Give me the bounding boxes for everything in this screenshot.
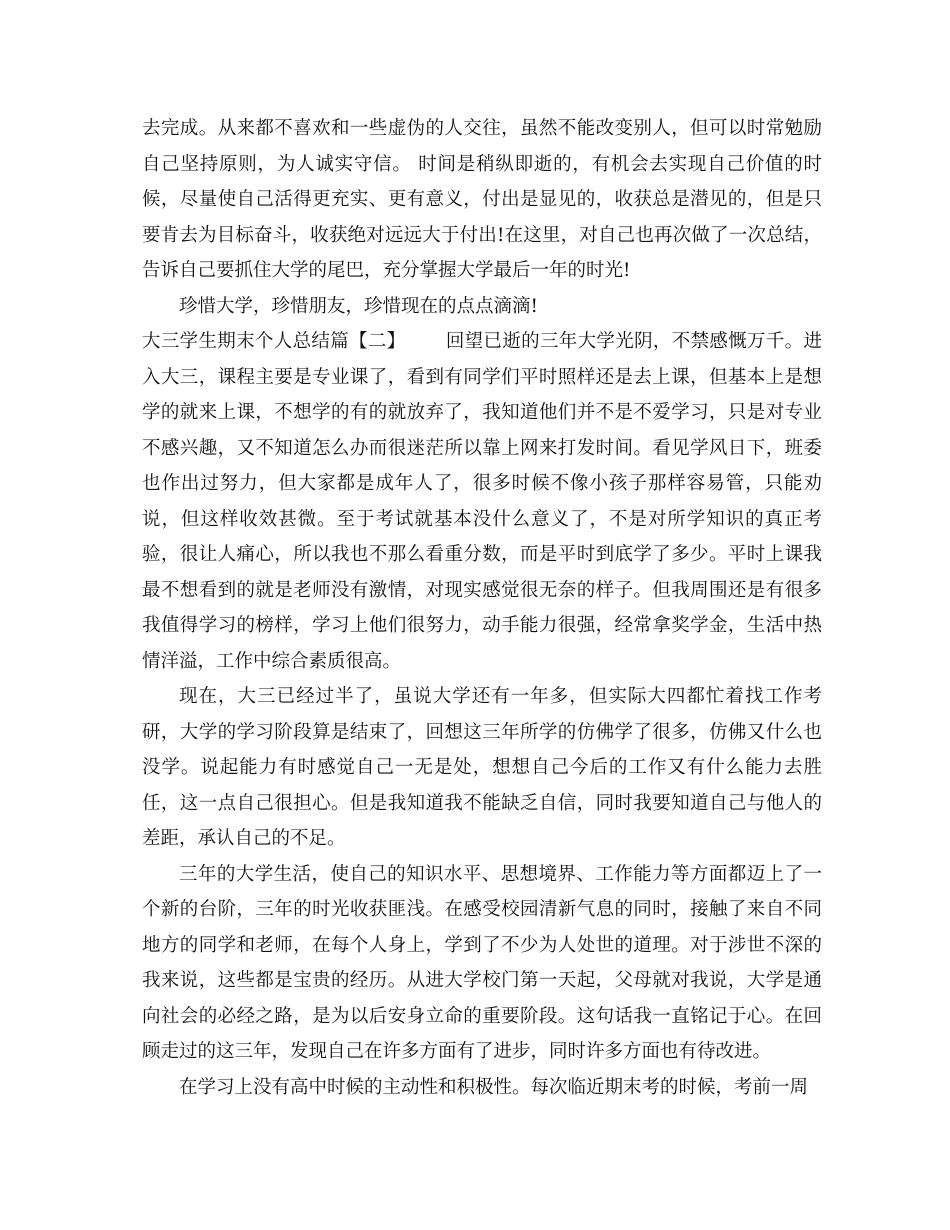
section-heading: 大三学生期末个人总结篇【二】 [142,331,406,352]
paragraph-2: 珍惜大学，珍惜朋友，珍惜现在的点点滴滴! [179,295,538,317]
document-body [142,111,822,1105]
paragraph-4: 现在，大三已经过半了，虽说大学还有一年多，但实际大四都忙着找工作考研，大学的学习阶段算是结束了，回想这三年所学的仿佛学了很多，仿佛又什么也没学。说起能力有时感觉自己一无是处，想想自己今后的工作又有什么能力去胜任，这一点自己很担心。但是我知道我不能缺乏自信，同时我要知道自己与他人的差距，承认自己的不足。 [142,686,822,849]
paragraph-6: 在学习上没有高中时候的主动性和积极性。每次临近期末考的时候，考前一周 [179,1076,809,1098]
paragraph-1: 去完成。从来都不喜欢和一些虚伪的人交往，虽然不能改变别人，但可以时常勉励自己坚持原则，为人诚实守信。 时间是稍纵即逝的，有机会去实现自己价值的时候，尽量使自己活得更充实、更有意义，付出是显见的，收获总是潜见的，但是只要肯去为目标奋斗，收获绝对远远大于付出!在这里，对自己也再次做了一次总结，告诉自己要抓住大学的尾巴，充分掌握大学最后一年的时光! [142,118,822,281]
paragraph-5: 三年的大学生活，使自己的知识水平、思想境界、工作能力等方面都迈上了一个新的台阶，三年的时光收获匪浅。在感受校园清新气息的同时，接触了来自不同地方的同学和老师，在每个人身上，学到了不少为人处世的道理。对于涉世不深的我来说，这些都是宝贵的经历。从进大学校门第一天起，父母就对我说，大学是通向社会的必经之路，是为以后安身立命的重要阶段。这句话我一直铭记于心。在回顾走过的这三年，发现自己在许多方面有了进步，同时许多方面也有待改进。 [142,863,822,1062]
section-first-paragraph: 回望已逝的三年大学光阴，不禁感慨万千。进入大三，课程主要是专业课了，看到有同学们平时照样还是去上课，但基本上是想学的就来上课，不想学的有的就放弃了，我知道他们并不是不爱学习，只是对专业不感兴趣，又不知道怎么办而很迷茫所以靠上网来打发时间。看见学风日下，班委也作出过努力，但大家都是成年人了，很多时候不像小孩子那样容易管，只能劝说，但这样收效甚微。至于考试就基本没什么意义了，不是对所学知识的真正考验，很让人痛心，所以我也不那么看重分数，而是平时到底学了多少。平时上课我最不想看到的就是老师没有激情，对现实感觉很无奈的样子。但我周围还是有很多我值得学习的榜样，学习上他们很努力，动手能力很强，经常拿奖学金，生活中热情洋溢，工作中综合素质很高。 [142,331,822,672]
section-paragraph [142,324,822,679]
